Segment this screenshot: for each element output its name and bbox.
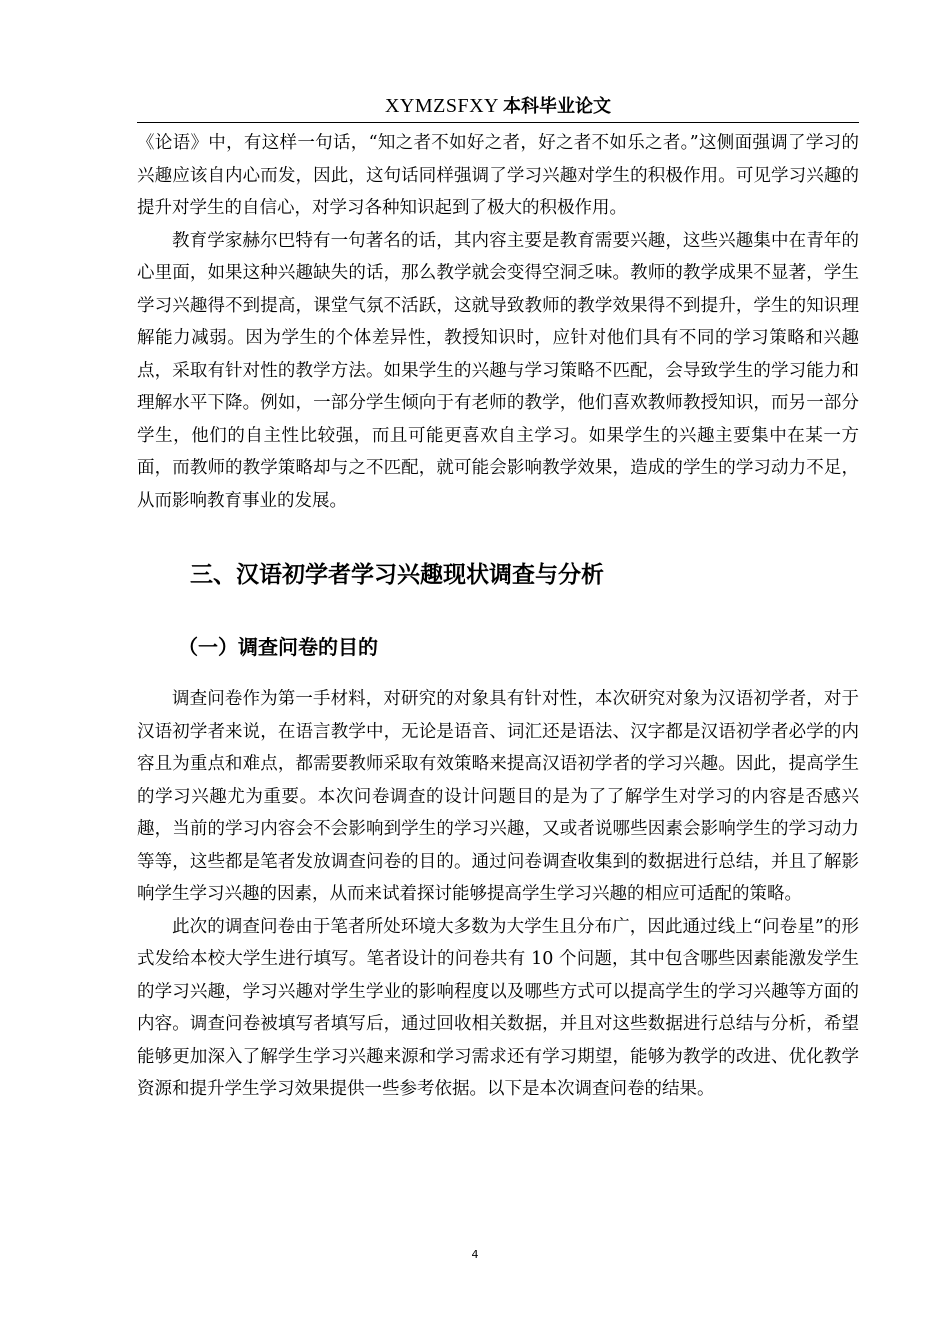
page-number: 4 [471,1248,479,1261]
paragraph-herbart: 教育学家赫尔巴特有一句著名的话，其内容主要是教育需要兴趣，这些兴趣集中在青年的心里面，如果这种兴趣缺失的话，那么教学就会变得空洞乏味。教师的教学成果不显著，学生学习兴趣得不到提高，课堂气氛不活跃，这就导致教师的教学效果得不到提升，学生的知识理解能力减弱。因为学生的个体差异性，教授知识时，应针对他们具有不同的学习策略和兴趣点，采取有针对性的教学方法。如果学生的兴趣与学习策略不匹配，会导致学生的学习能力和理解水平下降。例如，一部分学生倾向于有老师的教学，他们喜欢教师教授知识，而另一部分学生，他们的自主性比较强，而且可能更喜欢自主学习。如果学生的兴趣主要集中在某一方面，而教师的教学策略却与之不匹配，就可能会影响教学效果，造成的学生的学习动力不足，从而影响教育事业的发展。 [137,230,859,511]
header-title: 本科毕业论文 [503,96,612,117]
section2-text [137,683,859,1106]
paragraph-lunyu: 《论语》中，有这样一句话，“知之者不如好之者，好之者不如乐之者。”这侧面强调了学习的兴趣应该自内心而发，因此，这句话同样强调了学习兴趣对学生的积极作用。可见学习兴趣的提升对学生的自信心，对学习各种知识起到了极大的积极作用。 [137,133,859,218]
subsection-heading: （一）调查问卷的目的 [178,635,378,659]
header-code: XYMZSFXY [384,95,500,117]
chapter-heading: 三、汉语初学者学习兴趣现状调查与分析 [190,562,604,588]
page-header [137,92,859,123]
paragraph-survey-method: 此次的调查问卷由于笔者所处环境大多数为大学生且分布广，因此通过线上“问卷星”的形式发给本校大学生进行填写。笔者设计的问卷共有 10 个问题，其中包含哪些因素能激发学生的学习兴趣，学习兴趣对学生学业的影响程度以及哪些方式可以提高学生的学习兴趣等方面的内容。调查问卷被填写者填写后，通过回收相关数据，并且对这些数据进行总结与分析，希望能够更加深入了解学生学习兴趣来源和学习需求还有学习期望，能够为教学的改进、优化教学资源和提升学生学习效果提供一些参考依据。以下是本次调查问卷的结果。 [137,916,859,1099]
section1-text [137,127,859,517]
paragraph-survey-purpose: 调查问卷作为第一手材料，对研究的对象具有针对性，本次研究对象为汉语初学者，对于汉语初学者来说，在语言教学中，无论是语音、词汇还是语法、汉字都是汉语初学者必学的内容且为重点和难点，都需要教师采取有效策略来提高汉语初学者的学习兴趣。因此，提高学生的学习兴趣尤为重要。本次问卷调查的设计问题目的是为了了解学生对学习的内容是否感兴趣，当前的学习内容会不会影响到学生的学习兴趣，又或者说哪些因素会影响学生的学习动力等等，这些都是笔者发放调查问卷的目的。通过问卷调查收集到的数据进行总结，并且了解影响学生学习兴趣的因素，从而来试着探讨能够提高学生学习兴趣的相应可适配的策略。 [137,689,859,904]
